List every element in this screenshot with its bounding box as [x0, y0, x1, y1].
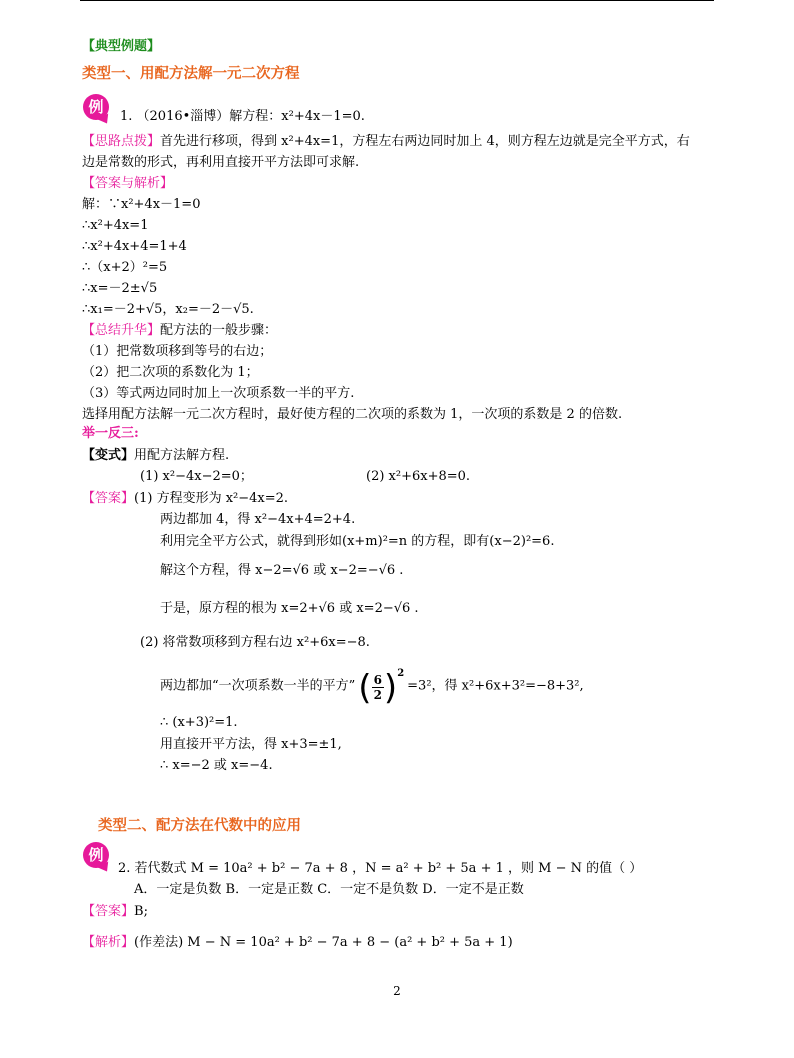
- solution-line: ∴x=－2±√5: [82, 281, 158, 296]
- answer-step: 利用完全平方公式，就得到形如(x+m)²=n 的方程，即有(x−2)²=6.: [160, 534, 555, 549]
- analysis-text: (作差法) M − N = 10a² + b² − 7a + 8 − (a² + b² + 5a + 1): [134, 935, 513, 950]
- solution-line: ∴x²+4x+4=1+4: [82, 239, 187, 254]
- fraction-prefix: 两边都加“一次项系数一半的平方”: [160, 678, 356, 694]
- answer-step: 于是，原方程的根为 x=2+√6 或 x=2−√6 .: [160, 601, 419, 616]
- fraction: [372, 673, 384, 702]
- hint-line-2: 边是常数的形式，再利用直接开平方法即可求解.: [82, 155, 360, 170]
- step-item: （1）把常数项移到等号的右边；: [82, 344, 273, 359]
- variant-problem-1: (1) x²−4x−2=0；: [140, 469, 253, 484]
- hint-tag: 【思路点拨】: [82, 134, 161, 149]
- variant-line: [82, 447, 229, 464]
- answer-analysis-tag: 【答案与解析】: [82, 176, 174, 191]
- type2-title: 类型二、配方法在代数中的应用: [98, 818, 301, 834]
- hint-line-1: [82, 133, 690, 150]
- analysis-tag: 【解析】: [82, 935, 135, 950]
- variant-text: 用配方法解方程.: [134, 448, 230, 463]
- variant-problem-2: (2) x²+6x+8=0.: [366, 469, 471, 484]
- answer-part-2: (2) 将常数项移到方程右边 x²+6x=−8.: [140, 635, 370, 650]
- answer-step: 用直接开平方法，得 x+3=±1,: [160, 737, 342, 752]
- page-number: 2: [393, 984, 401, 998]
- left-paren: (: [358, 667, 372, 708]
- solution-line: ∴（x+2）²=5: [82, 260, 168, 275]
- step-item: （3）等式两边同时加上一次项系数一半的平方.: [82, 386, 355, 401]
- answer-text: (1) 方程变形为 x²−4x=2.: [134, 491, 289, 506]
- summary-line: [82, 322, 277, 339]
- analysis-line: [82, 934, 513, 951]
- type1-title: 类型一、用配方法解一元二次方程: [82, 66, 300, 82]
- variant-tag: 【变式】: [82, 448, 135, 463]
- summary-text: 配方法的一般步骤：: [160, 323, 278, 338]
- solution-line: ∴x₁=－2+√5，x₂=－2－√5.: [82, 302, 254, 317]
- fraction-suffix: =3²，得 x²+6x+3²=−8+3²,: [407, 678, 584, 694]
- extend-title: 举一反三:: [82, 426, 139, 441]
- section-label: 【典型例题】: [82, 39, 161, 54]
- fraction-numerator: 6: [373, 673, 382, 688]
- answer-line: [82, 490, 288, 507]
- solution-line: ∴x²+4x=1: [82, 218, 149, 233]
- answer-line-2: [82, 903, 148, 920]
- fraction-exponent: 2: [397, 668, 405, 679]
- answer-step: 两边都加 4，得 x²−4x+4=2+4.: [160, 512, 356, 527]
- question-2: 2. 若代数式 M = 10a² + b² − 7a + 8 ，N = a² + b² + 5a + 1 ，则 M − N 的值（ ）: [118, 861, 643, 876]
- example-badge-icon: 例: [83, 842, 109, 868]
- top-rule: [80, 0, 714, 1]
- answer-step: 解这个方程，得 x−2=√6 或 x−2=−√6 .: [160, 563, 404, 578]
- fraction-denominator: 2: [373, 688, 382, 703]
- right-paren: ): [383, 667, 398, 708]
- fraction-line: [160, 666, 584, 706]
- example-badge-icon: 例: [83, 94, 109, 120]
- hint-text-1: 首先进行移项，得到 x²+4x=1，方程左右两边同时加上 4，则方程左边就是完全平方式，右: [160, 134, 690, 149]
- note-line: 选择用配方法解一元二次方程时，最好使方程的二次项的系数为 1，一次项的系数是 2 的倍数.: [82, 407, 623, 422]
- summary-tag: 【总结升华】: [82, 323, 161, 338]
- answer-tag-2: 【答案】: [82, 904, 135, 919]
- answer-step: ∴ (x+3)²=1.: [160, 715, 238, 730]
- answer-value-2: B;: [134, 904, 148, 919]
- fraction-group: [358, 666, 404, 706]
- answer-step: ∴ x=−2 或 x=−4.: [160, 758, 273, 773]
- question-1: 1. （2016•淄博）解方程：x²+4x－1=0.: [120, 109, 365, 124]
- question-2-options: A．一定是负数 B．一定是正数 C．一定不是负数 D．一定不是正数: [134, 882, 524, 897]
- solution-line: 解：∵x²+4x－1=0: [82, 197, 201, 212]
- answer-tag: 【答案】: [82, 491, 135, 506]
- step-item: （2）把二次项的系数化为 1；: [82, 365, 259, 380]
